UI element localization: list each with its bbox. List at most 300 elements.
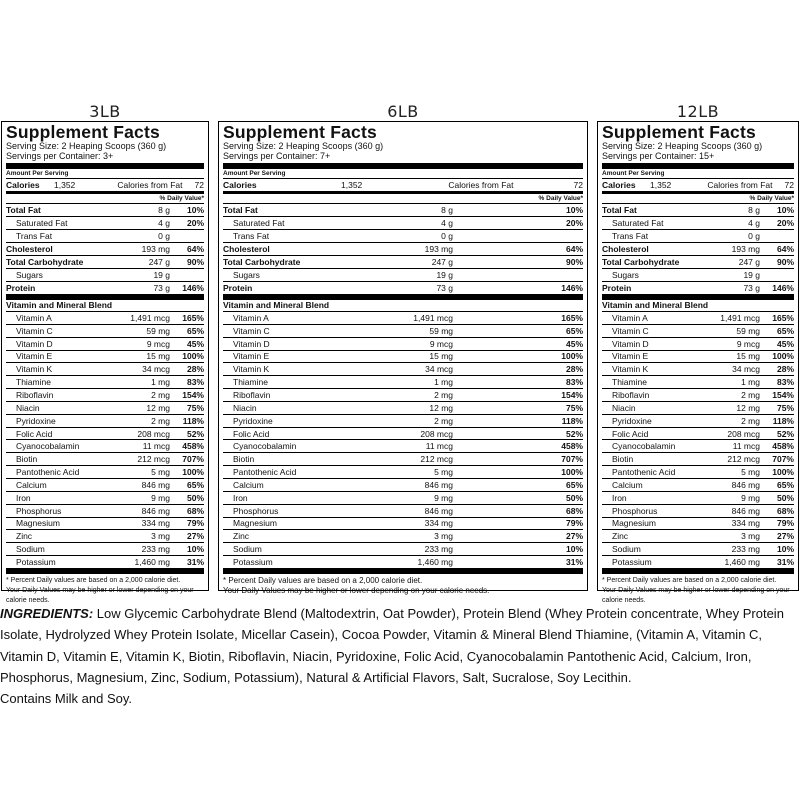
nutrient-amount: 193 mg (141, 244, 170, 254)
nutrient-name: Saturated Fat (16, 218, 68, 228)
vitamin-blend-header: Vitamin and Mineral Blend (602, 300, 709, 310)
vitamin-row (602, 388, 794, 401)
calories-value: 1,352 (54, 180, 76, 190)
macro-row (6, 242, 204, 255)
vitamin-row (223, 388, 583, 401)
facts-title: Supplement Facts (223, 122, 377, 142)
servings-per-container: Servings per Container: 7+ (223, 150, 331, 161)
vitamin-row (223, 337, 583, 350)
supplement-facts-12lb (597, 121, 799, 604)
nutrient-amount: 193 mg (731, 244, 760, 254)
nutrient-daily-value: 146% (772, 283, 794, 293)
calories-value: 1,352 (341, 180, 363, 190)
nutrient-daily-value: 27% (186, 531, 204, 542)
vitamin-row (6, 401, 204, 414)
nutrient-daily-value: 707% (182, 454, 204, 465)
vitamin-row (602, 478, 794, 491)
nutrient-name: Biotin (612, 454, 634, 465)
vitamin-row (6, 324, 204, 337)
nutrient-amount: 208 mcg (137, 428, 170, 439)
nutrient-name: Total Carbohydrate (6, 257, 84, 267)
nutrient-amount: 208 mcg (727, 428, 760, 439)
calories-label: Calories (223, 180, 257, 190)
ingredients-heading: INGREDIENTS: (0, 606, 94, 621)
nutrient-amount: 846 mg (141, 505, 170, 516)
nutrient-amount: 9 mcg (736, 338, 760, 349)
nutrient-amount: 1 mg (151, 377, 170, 388)
macro-row (602, 268, 794, 281)
nutrient-daily-value: 65% (565, 325, 583, 336)
label-12lb: 12LB (676, 102, 720, 121)
vitamin-row (602, 375, 794, 388)
vitamin-row (6, 465, 204, 478)
nutrient-amount: 334 mg (731, 518, 760, 529)
servings-per-container: Servings per Container: 15+ (602, 150, 715, 161)
macro-row (602, 229, 794, 242)
calories-from-fat-label: Calories from Fat (117, 180, 183, 190)
nutrient-daily-value: 31% (186, 556, 204, 567)
vitamin-row (602, 542, 794, 555)
nutrient-daily-value: 65% (565, 479, 583, 490)
nutrient-name: Riboflavin (233, 389, 271, 400)
nutrient-daily-value: 45% (186, 338, 204, 349)
macro-row (602, 242, 794, 255)
vitamin-row (223, 555, 583, 568)
nutrient-amount: 2 mg (151, 415, 170, 426)
nutrient-daily-value: 64% (565, 244, 583, 254)
ingredients-section (0, 603, 790, 709)
nutrient-name: Vitamin K (612, 364, 649, 375)
ingredients-text: Low Glycemic Carbohydrate Blend (Maltodextrin, Oat Powder), Protein Blend (Whey Protein concentrate, Whey Protein Isolate, Hydrolyzed Whey Protein Isolate, Micellar Casein), Cocoa Powder, Vitamin & Mineral Blend Thiamine, (Vitamin A, Vitamin C, Vitamin D, Vitamin E, Vitamin K, Biotin, Riboflavin, Niacin, Pyridoxine, Folic Acid, Cyanocobalamin Pantothenic Acid, Calcium, Iron, Phosphorus, Magnesium, Zinc, Sodium, Potassium), Natural & Artificial Flavors, Salt, Sucralose, Soy Lecithin. (0, 606, 784, 685)
serving-size: Serving Size: 2 Heaping Scoops (360 g) (223, 141, 384, 151)
nutrient-amount: 59 mg (146, 325, 170, 336)
vitamin-blend-header: Vitamin and Mineral Blend (6, 300, 113, 310)
macro-row (6, 255, 204, 268)
macro-row (223, 242, 583, 255)
nutrient-daily-value: 100% (182, 467, 204, 478)
vitamin-row (602, 529, 794, 542)
nutrient-name: Calcium (233, 479, 264, 490)
vitamin-row (602, 439, 794, 452)
nutrient-daily-value: 100% (561, 351, 583, 362)
vitamin-row (6, 517, 204, 530)
nutrient-name: Pyridoxine (233, 415, 273, 426)
vitamin-row (602, 414, 794, 427)
nutrient-daily-value: 52% (565, 428, 583, 439)
nutrient-amount: 212 mcg (137, 454, 170, 465)
macro-row (6, 268, 204, 281)
nutrient-name: Cholesterol (6, 244, 53, 254)
nutrient-amount: 5 mg (741, 467, 760, 478)
nutrient-daily-value: 154% (561, 389, 583, 400)
nutrient-name: Total Fat (223, 205, 258, 215)
calories-from-fat-label: Calories from Fat (707, 180, 773, 190)
nutrient-amount: 12 mg (146, 402, 170, 413)
nutrient-amount: 2 mg (151, 389, 170, 400)
footnote-line-2: Your Daily Values may be higher or lower depending on your calorie needs. (223, 585, 490, 595)
nutrient-amount: 3 mg (741, 531, 760, 542)
nutrient-name: Niacin (16, 402, 40, 413)
macro-row (602, 281, 794, 294)
amount-per-serving: Amount Per Serving (6, 170, 69, 177)
nutrient-daily-value: 100% (772, 467, 794, 478)
nutrient-amount: 233 mg (424, 544, 453, 555)
footnote (223, 574, 583, 596)
vitamin-row (6, 555, 204, 568)
footnote (6, 574, 204, 606)
vitamin-row (223, 491, 583, 504)
footnote-line-2: Your Daily Values may be higher or lower depending on your calorie needs. (6, 586, 194, 604)
vitamin-row (602, 555, 794, 568)
nutrient-daily-value: 100% (182, 351, 204, 362)
nutrient-name: Vitamin A (612, 312, 648, 323)
nutrient-daily-value: 64% (186, 244, 204, 254)
label-6lb: 6LB (387, 102, 419, 121)
calories-row (602, 178, 794, 191)
nutrient-daily-value: 68% (186, 505, 204, 516)
nutrient-amount: 247 g (431, 257, 453, 267)
nutrient-name: Thiamine (612, 377, 647, 388)
nutrient-daily-value: 165% (772, 312, 794, 323)
nutrient-name: Vitamin C (612, 325, 649, 336)
nutrient-amount: 4 g (158, 218, 170, 228)
nutrient-daily-value: 90% (565, 257, 583, 267)
nutrient-daily-value: 50% (565, 492, 583, 503)
nutrient-amount: 73 g (436, 283, 453, 293)
daily-value-header: % Daily Value* (223, 191, 583, 203)
nutrient-amount: 233 mg (141, 544, 170, 555)
vitamin-row (223, 465, 583, 478)
macro-row (223, 216, 583, 229)
nutrient-name: Riboflavin (612, 389, 650, 400)
vitamin-row (602, 504, 794, 517)
nutrient-name: Saturated Fat (233, 218, 285, 228)
nutrient-daily-value: 65% (186, 479, 204, 490)
nutrient-daily-value: 45% (565, 338, 583, 349)
nutrient-name: Niacin (612, 402, 636, 413)
nutrient-daily-value: 50% (186, 492, 204, 503)
nutrient-daily-value: 27% (776, 531, 794, 542)
nutrient-name: Pyridoxine (16, 415, 56, 426)
supplement-facts-3lb (1, 121, 209, 604)
nutrient-amount: 73 g (743, 283, 760, 293)
nutrient-daily-value: 10% (565, 544, 583, 555)
nutrient-amount: 1,491 mcg (413, 312, 453, 323)
nutrient-name: Protein (602, 283, 632, 293)
macro-row (223, 281, 583, 294)
nutrient-amount: 3 mg (434, 531, 453, 542)
nutrient-amount: 5 mg (434, 467, 453, 478)
nutrient-amount: 233 mg (731, 544, 760, 555)
nutrient-name: Iron (612, 492, 627, 503)
vitamin-row (602, 517, 794, 530)
nutrient-name: Potassium (612, 556, 652, 567)
footnote-line-1: * Percent Daily values are based on a 2,000 calorie diet. (6, 576, 181, 584)
vitamin-row (602, 452, 794, 465)
nutrient-daily-value: 100% (561, 467, 583, 478)
footnote-line-1: * Percent Daily values are based on a 2,000 calorie diet. (602, 576, 777, 584)
nutrient-name: Vitamin E (16, 351, 53, 362)
nutrient-amount: 2 mg (741, 415, 760, 426)
nutrient-daily-value: 10% (565, 205, 583, 215)
nutrient-amount: 73 g (153, 283, 170, 293)
nutrient-amount: 11 mcg (732, 441, 760, 452)
nutrient-daily-value: 154% (182, 389, 204, 400)
nutrient-amount: 34 mcg (425, 364, 453, 375)
nutrient-amount: 846 mg (424, 505, 453, 516)
vitamin-row (602, 362, 794, 375)
nutrient-name: Sodium (16, 544, 45, 555)
vitamin-row (6, 478, 204, 491)
macro-row (223, 268, 583, 281)
nutrient-amount: 9 mg (151, 492, 170, 503)
nutrient-amount: 334 mg (424, 518, 453, 529)
nutrient-daily-value: 79% (776, 518, 794, 529)
nutrient-name: Pantothenic Acid (612, 467, 676, 478)
nutrient-name: Vitamin A (233, 312, 269, 323)
servings-per-container: Servings per Container: 3+ (6, 150, 114, 161)
footnote-line-1: * Percent Daily values are based on a 2,000 calorie diet. (223, 575, 423, 585)
vitamin-row (223, 542, 583, 555)
macro-row (6, 281, 204, 294)
nutrient-name: Cyanocobalamin (612, 441, 676, 452)
nutrient-name: Riboflavin (16, 389, 54, 400)
nutrient-name: Sugars (16, 270, 43, 280)
nutrient-name: Zinc (612, 531, 629, 542)
amount-per-serving: Amount Per Serving (602, 170, 665, 177)
nutrient-name: Iron (233, 492, 248, 503)
nutrient-name: Vitamin C (16, 325, 53, 336)
nutrient-daily-value: 28% (565, 364, 583, 375)
nutrient-name: Trans Fat (233, 231, 270, 241)
nutrient-daily-value: 83% (186, 377, 204, 388)
nutrient-daily-value: 75% (186, 402, 204, 413)
nutrient-amount: 19 g (436, 270, 453, 280)
vitamin-row (6, 542, 204, 555)
vitamin-row (223, 324, 583, 337)
nutrient-amount: 2 mg (434, 415, 453, 426)
nutrient-name: Total Carbohydrate (223, 257, 301, 267)
nutrient-name: Vitamin K (233, 364, 270, 375)
nutrient-amount: 15 mg (429, 351, 453, 362)
vitamin-row (223, 375, 583, 388)
nutrient-amount: 193 mg (424, 244, 453, 254)
nutrient-amount: 9 mcg (146, 338, 170, 349)
nutrient-daily-value: 52% (776, 428, 794, 439)
calories-from-fat-value: 72 (784, 180, 794, 190)
nutrient-amount: 0 g (158, 231, 170, 241)
vitamin-row (223, 529, 583, 542)
nutrient-name: Folic Acid (16, 428, 53, 439)
macro-row (602, 255, 794, 268)
nutrient-name: Sodium (612, 544, 641, 555)
vitamin-row (602, 337, 794, 350)
nutrient-daily-value: 458% (182, 441, 204, 452)
nutrient-daily-value: 20% (565, 218, 583, 228)
nutrient-name: Protein (6, 283, 36, 293)
daily-value-header: % Daily Value* (6, 191, 204, 203)
nutrient-amount: 4 g (441, 218, 453, 228)
supplement-facts-6lb (218, 121, 588, 595)
vitamin-row (6, 350, 204, 363)
vitamin-row (6, 311, 204, 324)
nutrient-name: Total Fat (602, 205, 637, 215)
macro-row (6, 203, 204, 216)
nutrient-amount: 1 mg (741, 377, 760, 388)
calories-from-fat-value: 72 (573, 180, 583, 190)
calories-row (223, 178, 583, 191)
nutrient-daily-value: 90% (776, 257, 794, 267)
nutrient-daily-value: 20% (186, 218, 204, 228)
nutrient-amount: 34 mcg (732, 364, 760, 375)
nutrient-daily-value: 118% (561, 415, 583, 426)
nutrient-amount: 2 mg (741, 389, 760, 400)
vitamin-row (6, 337, 204, 350)
nutrient-amount: 15 mg (736, 351, 760, 362)
calories-label: Calories (602, 180, 636, 190)
nutrient-name: Potassium (16, 556, 56, 567)
nutrient-amount: 247 g (738, 257, 760, 267)
nutrient-daily-value: 154% (772, 389, 794, 400)
vitamin-row (6, 414, 204, 427)
nutrient-daily-value: 118% (182, 415, 204, 426)
nutrient-name: Potassium (233, 556, 273, 567)
nutrient-daily-value: 79% (565, 518, 583, 529)
vitamin-row (6, 427, 204, 440)
nutrient-amount: 1,491 mcg (720, 312, 760, 323)
nutrient-name: Magnesium (16, 518, 60, 529)
nutrient-amount: 1,460 mg (134, 556, 170, 567)
nutrient-name: Magnesium (612, 518, 656, 529)
nutrient-daily-value: 458% (561, 441, 583, 452)
vitamin-row (223, 439, 583, 452)
nutrient-daily-value: 146% (182, 283, 204, 293)
allergen-statement: Contains Milk and Soy. (0, 691, 132, 707)
nutrient-amount: 846 mg (731, 479, 760, 490)
nutrient-name: Trans Fat (612, 231, 649, 241)
nutrient-name: Vitamin D (233, 338, 270, 349)
nutrient-name: Folic Acid (612, 428, 649, 439)
nutrient-name: Sodium (233, 544, 262, 555)
vitamin-row (6, 452, 204, 465)
macro-row (223, 255, 583, 268)
nutrient-daily-value: 100% (772, 351, 794, 362)
nutrient-name: Cyanocobalamin (233, 441, 297, 452)
calories-value: 1,352 (650, 180, 672, 190)
nutrient-daily-value: 165% (561, 312, 583, 323)
nutrient-daily-value: 31% (776, 556, 794, 567)
vitamin-row (6, 375, 204, 388)
nutrient-amount: 8 g (158, 205, 170, 215)
nutrient-daily-value: 10% (776, 544, 794, 555)
vitamin-row (6, 504, 204, 517)
vitamin-row (602, 427, 794, 440)
nutrient-amount: 8 g (748, 205, 760, 215)
nutrient-daily-value: 75% (776, 402, 794, 413)
nutrient-amount: 212 mcg (727, 454, 760, 465)
nutrient-daily-value: 146% (561, 283, 583, 293)
vitamin-row (223, 414, 583, 427)
vitamin-row (6, 529, 204, 542)
nutrient-name: Pantothenic Acid (233, 467, 297, 478)
nutrient-amount: 9 mg (434, 492, 453, 503)
vitamin-blend-header: Vitamin and Mineral Blend (223, 300, 330, 310)
vitamin-row (6, 439, 204, 452)
nutrient-name: Biotin (233, 454, 255, 465)
vitamin-row (602, 465, 794, 478)
nutrient-name: Vitamin C (233, 325, 270, 336)
nutrient-amount: 247 g (148, 257, 170, 267)
vitamin-row (602, 491, 794, 504)
nutrient-daily-value: 83% (565, 377, 583, 388)
nutrient-daily-value: 165% (182, 312, 204, 323)
nutrient-amount: 1 mg (434, 377, 453, 388)
footnote (602, 574, 794, 606)
nutrient-daily-value: 52% (186, 428, 204, 439)
nutrient-daily-value: 31% (565, 556, 583, 567)
nutrient-name: Cholesterol (223, 244, 270, 254)
macro-row (223, 229, 583, 242)
nutrient-daily-value: 65% (186, 325, 204, 336)
nutrient-daily-value: 707% (772, 454, 794, 465)
nutrient-amount: 59 mg (429, 325, 453, 336)
vitamin-row (602, 324, 794, 337)
label-3lb: 3LB (89, 102, 121, 121)
nutrient-amount: 1,491 mcg (130, 312, 170, 323)
nutrient-daily-value: 68% (776, 505, 794, 516)
nutrient-amount: 12 mg (736, 402, 760, 413)
nutrient-amount: 208 mcg (420, 428, 453, 439)
nutrient-name: Calcium (16, 479, 47, 490)
nutrient-daily-value: 118% (772, 415, 794, 426)
nutrient-name: Sugars (233, 270, 260, 280)
nutrient-daily-value: 65% (776, 325, 794, 336)
nutrient-name: Total Carbohydrate (602, 257, 680, 267)
nutrient-amount: 8 g (441, 205, 453, 215)
nutrient-amount: 1,460 mg (724, 556, 760, 567)
nutrient-name: Vitamin E (612, 351, 649, 362)
nutrient-name: Iron (16, 492, 31, 503)
nutrient-daily-value: 65% (776, 479, 794, 490)
macro-row (6, 216, 204, 229)
nutrient-amount: 212 mcg (420, 454, 453, 465)
vitamin-row (602, 311, 794, 324)
vitamin-row (223, 401, 583, 414)
daily-value-header: % Daily Value* (602, 191, 794, 203)
vitamin-row (6, 388, 204, 401)
nutrient-name: Trans Fat (16, 231, 53, 241)
nutrient-amount: 9 mg (741, 492, 760, 503)
nutrient-amount: 9 mcg (429, 338, 453, 349)
serving-size: Serving Size: 2 Heaping Scoops (360 g) (602, 141, 763, 151)
nutrient-amount: 1,460 mg (417, 556, 453, 567)
nutrient-amount: 846 mg (731, 505, 760, 516)
vitamin-row (6, 491, 204, 504)
nutrient-name: Phosphorus (233, 505, 279, 516)
vitamin-row (223, 504, 583, 517)
nutrient-daily-value: 79% (186, 518, 204, 529)
vitamin-row (223, 517, 583, 530)
calories-label: Calories (6, 180, 40, 190)
macro-row (602, 203, 794, 216)
nutrient-daily-value: 90% (186, 257, 204, 267)
nutrient-name: Pantothenic Acid (16, 467, 80, 478)
nutrient-name: Pyridoxine (612, 415, 652, 426)
nutrient-name: Vitamin D (16, 338, 53, 349)
calories-row (6, 178, 204, 191)
nutrient-name: Thiamine (16, 377, 51, 388)
macro-row (6, 229, 204, 242)
